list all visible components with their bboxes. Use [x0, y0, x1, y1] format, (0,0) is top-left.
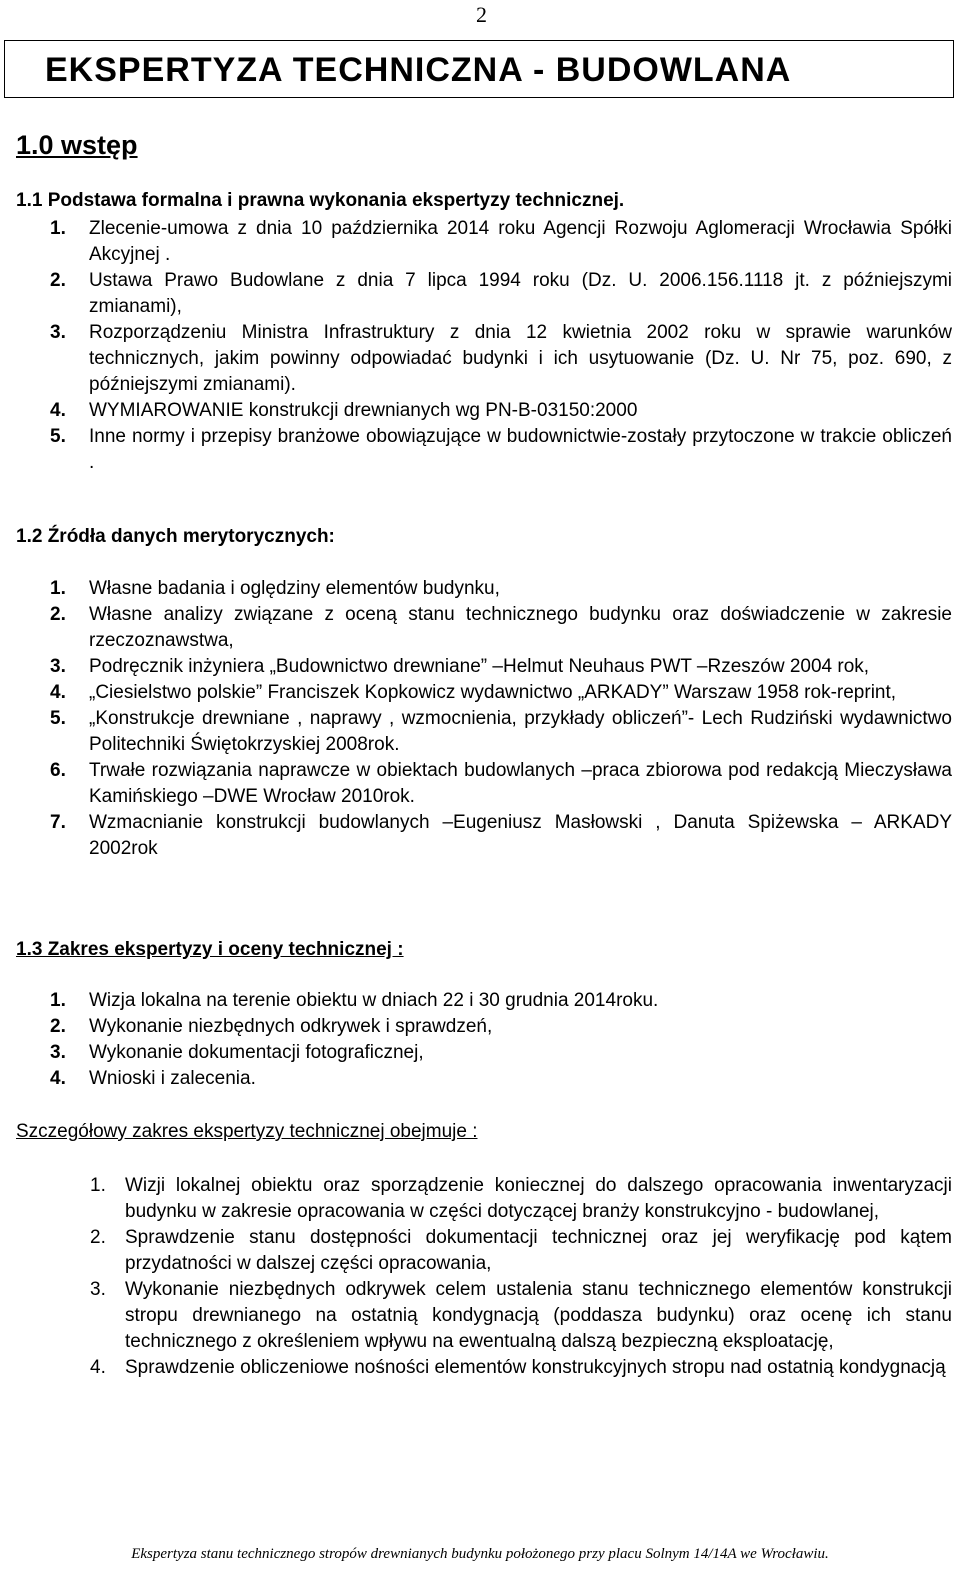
list-item: 4. Wnioski i zalecenia. [50, 1068, 256, 1089]
section-heading-introduction: 1.0 wstęp [16, 130, 138, 160]
detailed-scope-list [0, 1173, 952, 1381]
list-item: 2. Sprawdzenie stanu dostępności dokumentacji technicznej oraz jej weryfikację pod kątem przydatności w dalszej części opracowania, [90, 1227, 952, 1274]
list-item: 7. Wzmacnianie konstrukcji budowlanych –Eugeniusz Masłowski , Danuta Spiżewska – ARKADY 2002rok [50, 812, 952, 859]
title-box [4, 40, 954, 98]
list-item: 5. „Konstrukcje drewniane , naprawy , wzmocnienia, przykłady obliczeń”- Lech Rudziński wydawnictwo Politechniki Świętokrzyskiej 2008rok. [50, 708, 952, 755]
sources-list [0, 576, 952, 862]
list-item: 1. Własne badania i oględziny elementów budynku, [50, 578, 500, 599]
list-item: 4. WYMIAROWANIE konstrukcji drewnianych wg PN-B-03150:2000 [50, 400, 638, 421]
list-item: 3. Wykonanie dokumentacji fotograficznej, [50, 1042, 424, 1063]
list-item: 1. Wizja lokalna na terenie obiektu w dniach 22 i 30 grudnia 2014roku. [50, 990, 659, 1011]
list-item: 2. Ustawa Prawo Budowlane z dnia 7 lipca 1994 roku (Dz. U. 2006.156.1118 jt. z późniejszymi zmianami), [50, 270, 952, 317]
list-item: 2. Własne analizy związane z oceną stanu technicznego budynku oraz doświadczenie w zakresie rzeczoznawstwa, [50, 604, 952, 651]
list-item: 6. Trwałe rozwiązania naprawcze w obiektach budowlanych –praca zbiorowa pod redakcją Mieczysława Kamińskiego –DWE Wrocław 2010rok. [50, 760, 952, 807]
list-item: 1. Zlecenie-umowa z dnia 10 października 2014 roku Agencji Rozwoju Aglomeracji Wrocławia Spółki Akcyjnej . [50, 218, 952, 265]
list-item: 5. Inne normy i przepisy branżowe obowiązujące w budownictwie-zostały przytoczone w trakcie obliczeń . [50, 426, 952, 473]
list-item: 4. „Ciesielstwo polskie” Franciszek Kopkowicz wydawnictwo „ARKADY” Warszaw 1958 rok-reprint, [50, 682, 897, 703]
section-1-2-heading: 1.2 Źródła danych merytorycznych: [16, 526, 335, 547]
detailed-scope-heading: Szczegółowy zakres ekspertyzy technicznej obejmuje : [16, 1121, 478, 1142]
list-item: 4. Sprawdzenie obliczeniowe nośności elementów konstrukcyjnych stropu nad ostatnią kondygnacją [90, 1357, 946, 1378]
page-number: 2 [476, 2, 487, 27]
list-item: 3. Podręcznik inżyniera „Budownictwo drewniane” –Helmut Neuhaus PWT –Rzeszów 2004 rok, [50, 656, 870, 677]
document-title: EKSPERTYZA TECHNICZNA - BUDOWLANA [45, 51, 792, 89]
section-1-3-heading: 1.3 Zakres ekspertyzy i oceny technicznej : [16, 939, 404, 960]
section-1-1-heading: 1.1 Podstawa formalna i prawna wykonania ekspertyzy technicznej. [16, 190, 625, 211]
list-item: 3. Wykonanie niezbędnych odkrywek celem ustalenia stanu technicznego elementów konstrukcji stropu drewnianego na ostatnią kondygnacją (poddasza budynku) oraz ocenę ich stanu technicznego z określeniem wpływu na ewentualną dalszą bezpieczną eksploatację, [90, 1279, 952, 1352]
list-item: 1. Wizji lokalnej obiektu oraz sporządzenie koniecznej do dalszego opracowania inwentaryzacji budynku w zakresie opracowania w części dotyczącej branży konstrukcyjno - budowlanej, [90, 1175, 952, 1222]
list-item: 2. Wykonanie niezbędnych odkrywek i sprawdzeń, [50, 1016, 493, 1037]
page-footer: Ekspertyza stanu technicznego stropów drewnianych budynku położonego przy placu Solnym 14/14A we Wrocławiu. [131, 1546, 829, 1562]
scope-list [0, 988, 952, 1092]
legal-basis-list [0, 216, 952, 476]
list-item: 3. Rozporządzeniu Ministra Infrastruktury z dnia 12 kwietnia 2002 roku w sprawie warunków technicznych, jakim powinny odpowiadać budynki i ich usytuowanie (Dz. U. Nr 75, poz. 690, z późniejszymi zmianami). [50, 322, 952, 395]
